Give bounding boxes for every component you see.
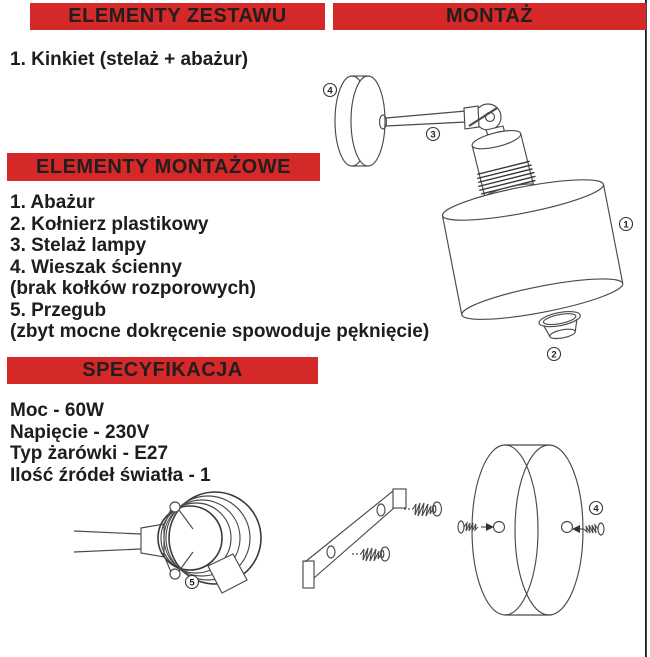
part-label-collar-number: 2 <box>551 349 557 361</box>
part-label-shade-number: 1 <box>623 219 629 231</box>
list-item: (zbyt mocne dokręcenie spowoduje pęknięcie) <box>10 321 430 342</box>
part-label-collar <box>548 348 561 361</box>
spec-item: Napięcie - 230V <box>10 421 150 443</box>
canopy-drawing <box>335 76 387 166</box>
canopy-ring-diagram <box>458 445 604 615</box>
specification-list <box>10 400 211 486</box>
list-item: 3. Stelaż lampy <box>10 235 147 256</box>
part-label-arm-number: 3 <box>430 129 436 141</box>
lampshade-drawing <box>440 172 625 328</box>
part-label-joint-number: 5 <box>189 577 195 589</box>
screw-icon <box>572 523 604 535</box>
kit-item: 1. Kinkiet (stelaż + abażur) <box>10 49 249 70</box>
collar-drawing <box>538 309 584 342</box>
part-label-canopy <box>324 84 337 97</box>
part-label-arm <box>427 128 440 141</box>
spec-item: Typ żarówki - E27 <box>10 443 169 464</box>
list-item: 2. Kołnierz plastikowy <box>10 213 209 235</box>
spec-item: Moc - 60W <box>10 400 104 421</box>
bracket-diagram <box>303 489 442 588</box>
mounting-parts-list <box>10 192 429 343</box>
screw-icon <box>458 521 494 533</box>
joint-detail-diagram <box>74 492 261 593</box>
screw-icon <box>352 547 390 561</box>
part-label-shade <box>620 218 633 231</box>
list-item: 1. Abażur <box>10 192 95 213</box>
part-label-joint <box>186 576 199 589</box>
screw-icon <box>404 502 442 516</box>
part-label-ring <box>590 502 603 515</box>
section-header-kit: ELEMENTY ZESTAWU <box>30 3 325 30</box>
list-item: (brak kołków rozporowych) <box>10 278 256 299</box>
list-item: 5. Przegub <box>10 299 107 321</box>
part-label-ring-number: 4 <box>593 503 599 515</box>
image-edge-line <box>645 0 647 657</box>
list-item: 4. Wieszak ścienny <box>10 256 182 278</box>
section-header-specification: SPECYFIKACJA <box>7 357 318 384</box>
section-header-assembly: MONTAŻ <box>333 3 646 30</box>
section-header-mounting-parts: ELEMENTY MONTAŻOWE <box>7 153 320 181</box>
spec-item: Ilość źródeł światła - 1 <box>10 464 211 486</box>
arm-drawing <box>386 111 466 126</box>
part-label-canopy-number: 4 <box>327 85 333 97</box>
